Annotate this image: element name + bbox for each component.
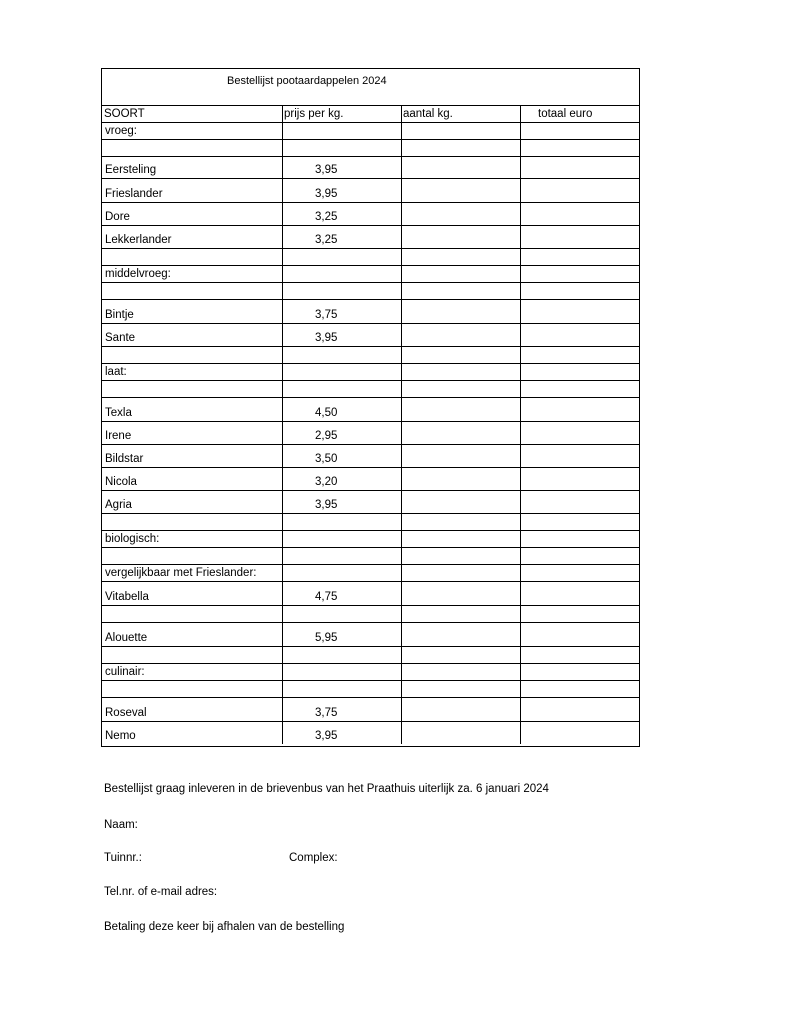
quantity-cell[interactable] [401,680,520,697]
price-cell [282,299,401,323]
table-row [102,622,639,646]
variety-cell [102,421,282,444]
price-value: 3,50 [315,453,338,465]
variety-cell [102,547,282,564]
variety-cell [102,697,282,721]
variety-label: Lekkerlander [105,234,172,246]
price-value: 5,95 [315,632,338,644]
table-row [102,346,639,363]
variety-cell [102,139,282,156]
price-cell [282,646,401,663]
variety-label: vergelijkbaar met Frieslander: [105,567,257,579]
table-row [102,363,639,380]
table-row [102,299,639,323]
quantity-cell[interactable] [401,444,520,467]
quantity-cell[interactable] [401,605,520,622]
variety-label: Frieslander [105,188,163,200]
total-cell[interactable] [520,225,639,248]
delivery-instruction: Bestellijst graag inleveren in de brievenbus van het Praathuis uiterlijk za. 6 januari 2024 [104,783,549,795]
total-cell[interactable] [520,697,639,721]
garden-number-label: Tuinnr.: [104,852,142,864]
total-cell[interactable] [520,122,639,139]
table-row [102,467,639,490]
total-cell[interactable] [520,547,639,564]
table-row [102,680,639,697]
row-divider [102,105,639,106]
quantity-cell[interactable] [401,202,520,225]
quantity-cell[interactable] [401,581,520,605]
quantity-cell[interactable] [401,122,520,139]
total-cell[interactable] [520,490,639,513]
total-cell[interactable] [520,622,639,646]
total-cell[interactable] [520,680,639,697]
quantity-cell[interactable] [401,646,520,663]
variety-cell [102,721,282,744]
price-value: 3,25 [315,211,338,223]
column-header [102,105,282,122]
column-divider [282,105,283,744]
price-cell [282,178,401,202]
quantity-cell[interactable] [401,323,520,346]
variety-cell [102,646,282,663]
price-cell [282,265,401,282]
price-cell [282,663,401,680]
table-row [102,444,639,467]
price-cell [282,323,401,346]
variety-label: Agria [105,499,132,511]
variety-cell [102,346,282,363]
variety-label: middelvroeg: [105,268,171,280]
variety-label: laat: [105,366,127,378]
total-cell[interactable] [520,564,639,581]
order-form-table [101,68,640,747]
quantity-cell[interactable] [401,397,520,421]
table-row [102,265,639,282]
price-value: 4,75 [315,591,338,603]
table-row [102,421,639,444]
table-row [102,397,639,421]
total-cell[interactable] [520,513,639,530]
table-row [102,323,639,346]
quantity-cell[interactable] [401,265,520,282]
total-cell[interactable] [520,581,639,605]
complex-label: Complex: [289,852,338,864]
column-header-label: SOORT [104,108,145,120]
variety-cell [102,248,282,265]
price-cell [282,581,401,605]
total-cell[interactable] [520,721,639,744]
variety-cell [102,282,282,299]
variety-label: Eersteling [105,164,157,176]
quantity-cell[interactable] [401,622,520,646]
column-header-label: aantal kg. [403,108,453,120]
total-cell[interactable] [520,299,639,323]
price-value: 3,95 [315,499,338,511]
quantity-cell[interactable] [401,380,520,397]
quantity-cell[interactable] [401,547,520,564]
price-cell [282,547,401,564]
variety-label: Nemo [105,730,136,742]
total-cell[interactable] [520,397,639,421]
price-cell [282,564,401,581]
quantity-cell[interactable] [401,513,520,530]
price-value: 4,50 [315,407,338,419]
variety-cell [102,680,282,697]
variety-cell [102,323,282,346]
variety-cell [102,156,282,178]
price-cell [282,622,401,646]
quantity-cell[interactable] [401,421,520,444]
total-cell[interactable] [520,444,639,467]
table-row [102,721,639,744]
total-cell[interactable] [520,605,639,622]
table-row [102,156,639,178]
price-cell [282,467,401,490]
table-row [102,202,639,225]
column-header [520,105,639,122]
quantity-cell[interactable] [401,139,520,156]
table-row [102,663,639,680]
variety-label: Bildstar [105,453,144,465]
quantity-cell[interactable] [401,564,520,581]
table-row [102,564,639,581]
price-value: 3,95 [315,164,338,176]
quantity-cell[interactable] [401,346,520,363]
total-cell[interactable] [520,346,639,363]
table-row [102,225,639,248]
variety-cell [102,605,282,622]
total-cell[interactable] [520,646,639,663]
quantity-cell[interactable] [401,299,520,323]
quantity-cell[interactable] [401,225,520,248]
variety-cell [102,663,282,680]
price-cell [282,513,401,530]
price-cell [282,721,401,744]
price-cell [282,697,401,721]
table-row [102,581,639,605]
table-row [102,248,639,265]
price-value: 3,95 [315,332,338,344]
total-cell[interactable] [520,139,639,156]
table-row [102,178,639,202]
variety-label: culinair: [105,666,145,678]
table-row [102,282,639,299]
variety-cell [102,202,282,225]
quantity-cell[interactable] [401,530,520,547]
price-cell [282,444,401,467]
total-cell[interactable] [520,156,639,178]
variety-cell [102,299,282,323]
table-row [102,605,639,622]
variety-label: biologisch: [105,533,160,545]
quantity-cell[interactable] [401,282,520,299]
variety-cell [102,225,282,248]
quantity-cell[interactable] [401,156,520,178]
price-value: 3,75 [315,309,338,321]
total-cell[interactable] [520,380,639,397]
variety-label: Nicola [105,476,137,488]
quantity-cell[interactable] [401,697,520,721]
total-cell[interactable] [520,363,639,380]
total-cell[interactable] [520,265,639,282]
contact-label: Tel.nr. of e-mail adres: [104,886,218,898]
quantity-cell[interactable] [401,248,520,265]
total-cell[interactable] [520,421,639,444]
table-row [102,490,639,513]
variety-cell [102,564,282,581]
variety-cell [102,467,282,490]
variety-cell [102,397,282,421]
price-cell [282,490,401,513]
price-value: 3,75 [315,707,338,719]
quantity-cell[interactable] [401,363,520,380]
variety-label: Vitabella [105,591,149,603]
table-row [102,697,639,721]
variety-cell [102,490,282,513]
price-value: 3,25 [315,234,338,246]
variety-cell [102,530,282,547]
price-cell [282,680,401,697]
variety-cell [102,513,282,530]
price-cell [282,156,401,178]
variety-cell [102,363,282,380]
variety-label: Sante [105,332,136,344]
name-label: Naam: [104,819,138,831]
quantity-cell[interactable] [401,490,520,513]
variety-cell [102,178,282,202]
variety-label: Texla [105,407,132,419]
price-cell [282,248,401,265]
table-row [102,646,639,663]
total-cell[interactable] [520,282,639,299]
quantity-cell[interactable] [401,721,520,744]
payment-note: Betaling deze keer bij afhalen van de bestelling [104,921,345,933]
variety-label: vroeg: [105,125,137,137]
price-cell [282,225,401,248]
column-header-label: totaal euro [538,108,593,120]
price-cell [282,605,401,622]
total-cell[interactable] [520,202,639,225]
column-header [282,105,401,122]
price-cell [282,421,401,444]
variety-label: Bintje [105,309,134,321]
price-cell [282,397,401,421]
table-row [102,513,639,530]
total-cell[interactable] [520,663,639,680]
variety-cell [102,444,282,467]
price-value: 3,95 [315,730,338,742]
variety-cell [102,122,282,139]
column-divider [520,105,521,744]
price-cell [282,282,401,299]
total-cell[interactable] [520,178,639,202]
price-cell [282,380,401,397]
table-row [102,122,639,139]
total-cell[interactable] [520,323,639,346]
price-value: 3,95 [315,188,338,200]
variety-label: Irene [105,430,132,442]
column-header [401,105,520,122]
total-cell[interactable] [520,467,639,490]
column-header-label: prijs per kg. [284,108,344,120]
quantity-cell[interactable] [401,663,520,680]
variety-label: Dore [105,211,130,223]
table-row [102,547,639,564]
form-title: Bestellijst pootaardappelen 2024 [227,75,387,87]
price-cell [282,530,401,547]
variety-cell [102,380,282,397]
price-value: 2,95 [315,430,338,442]
price-cell [282,346,401,363]
price-cell [282,122,401,139]
variety-label: Roseval [105,707,147,719]
quantity-cell[interactable] [401,178,520,202]
total-cell[interactable] [520,530,639,547]
variety-cell [102,581,282,605]
price-cell [282,202,401,225]
total-cell[interactable] [520,248,639,265]
variety-cell [102,622,282,646]
quantity-cell[interactable] [401,467,520,490]
variety-label: Alouette [105,632,148,644]
table-row [102,530,639,547]
table-header-row [102,105,639,122]
table-row [102,139,639,156]
price-cell [282,363,401,380]
column-divider [401,105,402,744]
variety-cell [102,265,282,282]
price-cell [282,139,401,156]
table-row [102,380,639,397]
price-value: 3,20 [315,476,338,488]
